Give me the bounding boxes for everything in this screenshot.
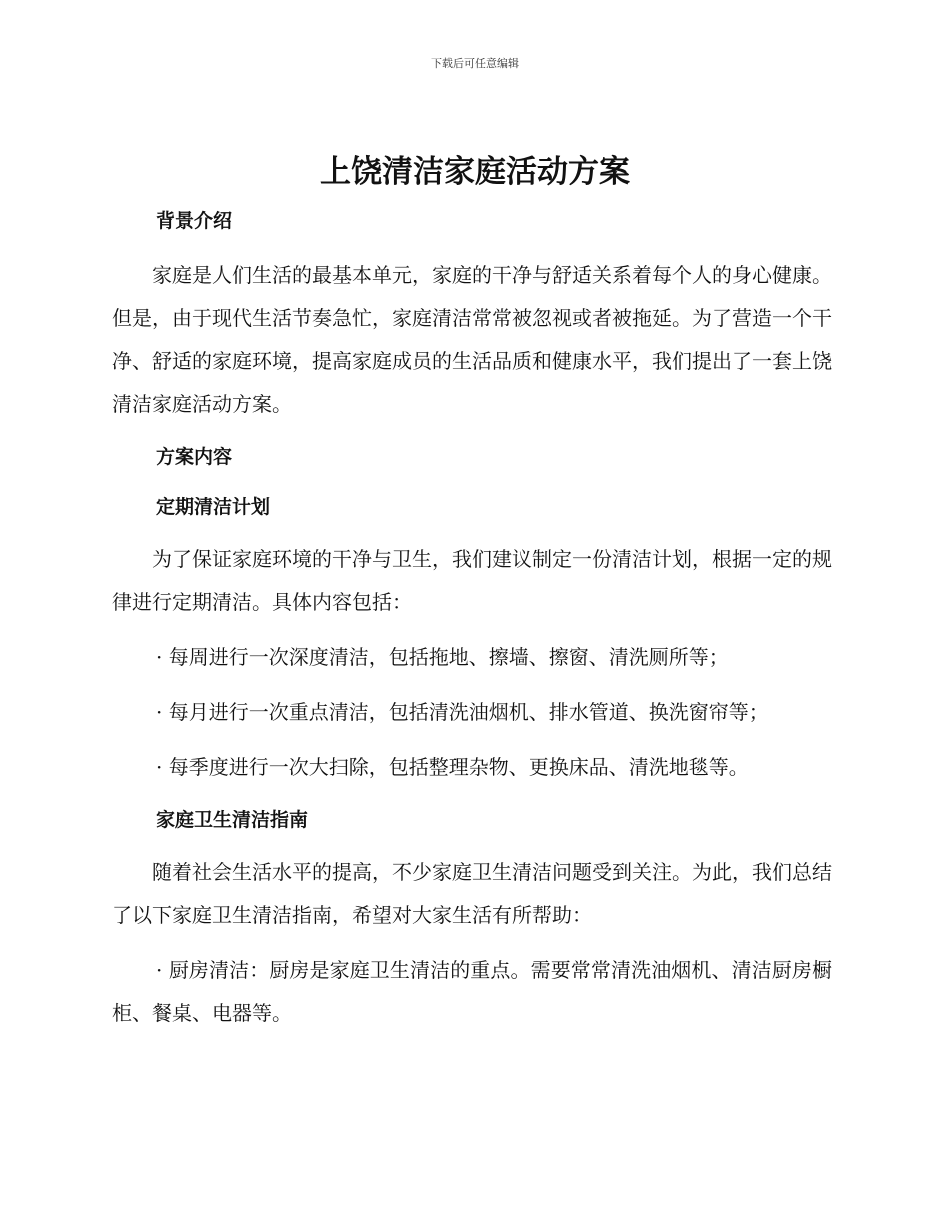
page-header-note: 下载后可任意编辑 — [431, 57, 519, 70]
paragraph-guide: 随着社会生活水平的提高，不少家庭卫生清洁问题受到关注。为此，我们总结了以下家庭卫生清洁指南，希望对大家生活有所帮助： — [112, 860, 832, 927]
document-body — [112, 202, 832, 1035]
paragraph-schedule: 为了保证家庭环境的干净与卫生，我们建议制定一份清洁计划，根据一定的规律进行定期清洁。具体内容包括： — [112, 547, 832, 614]
list-item-weekly: · 每周进行一次深度清洁，包括拖地、擦墙、擦窗、清洗厕所等； — [156, 645, 729, 669]
section-heading-schedule: 定期清洁计划 — [156, 496, 271, 518]
section-heading-background: 背景介绍 — [156, 210, 233, 232]
page-title: 上饶清洁家庭活动方案 — [320, 154, 630, 190]
list-item-monthly: · 每月进行一次重点清洁，包括清洗油烟机、排水管道、换洗窗帘等； — [156, 700, 769, 724]
list-item-quarterly: · 每季度进行一次大扫除，包括整理杂物、更换床品、清洗地毯等。 — [156, 755, 749, 779]
paragraph-background: 家庭是人们生活的最基本单元，家庭的干净与舒适关系着每个人的身心健康。但是，由于现代生活节奏急忙，家庭清洁常常被忽视或者被拖延。为了营造一个干净、舒适的家庭环境，提高家庭成员的生活品质和健康水平，我们提出了一套上饶清洁家庭活动方案。 — [112, 263, 832, 416]
list-item-kitchen: · 厨房清洁：厨房是家庭卫生清洁的重点。需要常常清洗油烟机、清洁厨房橱柜、餐桌、电器等。 — [112, 958, 832, 1025]
section-heading-guide: 家庭卫生清洁指南 — [156, 809, 309, 831]
section-heading-plan: 方案内容 — [156, 446, 233, 468]
